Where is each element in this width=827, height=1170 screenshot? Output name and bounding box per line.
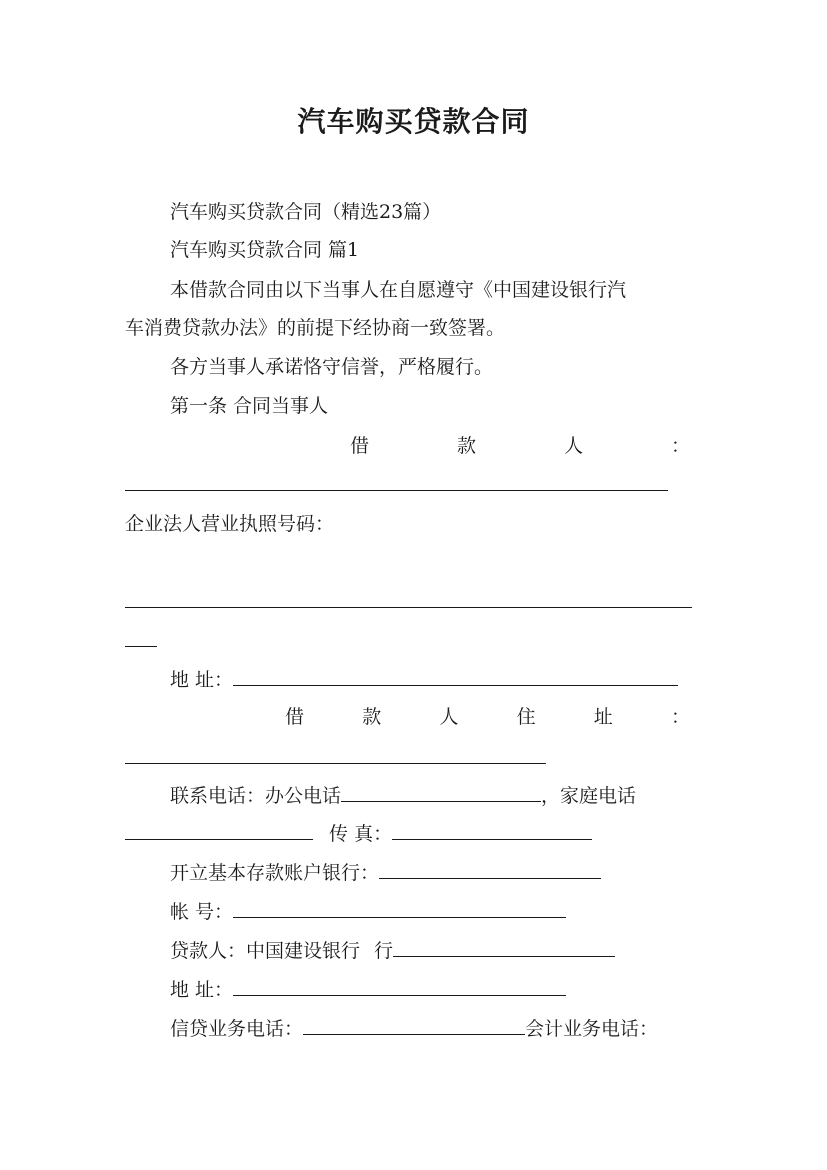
residence-char: 人 [439,706,459,728]
bank-row [170,860,601,885]
section-heading: 汽车购买贷款合同 篇1 [170,239,360,261]
credit-phone-fill-line [303,1016,525,1035]
phone-row [170,783,636,808]
residence-char: 借 [285,706,305,728]
address-row [170,667,678,692]
lender-label: 贷款人：中国建设银行 [170,940,361,962]
fax-fill-line [392,821,592,840]
branch-fill-line [393,938,615,957]
borrower-char: 人 [563,435,583,457]
lender-row [170,938,615,963]
account-label: 帐 号： [170,901,234,923]
credit-phone-label: 信贷业务电话： [170,1018,304,1040]
address-label: 地 址： [170,669,234,691]
paragraph-1-line-1: 本借款合同由以下当事人在自愿遵守《中国建设银行汽 [170,279,627,301]
borrower-label [350,434,690,458]
home-phone-label: ，家庭电话 [541,785,637,807]
fax-label: 传 真： [329,823,393,845]
borrower-char: 款 [456,435,476,457]
office-phone-label: 联系电话：办公电话 [170,785,342,807]
document-title: 汽车购买贷款合同 [297,105,530,138]
license-label: 企业法人营业执照号码： [125,513,335,535]
borrower-fill-line [125,490,668,491]
credit-phone-row [170,1016,658,1041]
lender-address-label: 地 址： [170,979,234,1001]
borrower-char: ： [670,435,690,457]
residence-char: ： [670,706,690,728]
bank-fill-line [379,860,601,879]
accounting-phone-label: 会计业务电话： [525,1018,659,1040]
residence-label [285,705,690,729]
borrower-char: 借 [350,435,370,457]
address-fill-line [233,667,678,686]
account-row [170,899,566,924]
bank-label: 开立基本存款账户银行： [170,862,380,884]
office-phone-fill-line [341,783,541,802]
article-1-heading: 第一条 合同当事人 [170,395,329,417]
paragraph-2: 各方当事人承诺恪守信誉，严格履行。 [170,356,494,378]
paragraph-1-line-2: 车消费贷款办法》的前提下经协商一致签署。 [125,317,506,339]
home-phone-fill-line [125,821,313,840]
subtitle: 汽车购买贷款合同（精选23篇） [170,201,442,223]
residence-char: 址 [593,706,613,728]
residence-char: 款 [362,706,382,728]
fax-row [125,821,592,846]
account-fill-line [233,899,566,918]
lender-address-fill-line [233,977,566,996]
lender-address-row [170,977,566,1002]
license-fill-line [125,607,692,608]
license-fill-line-end [125,646,157,647]
branch-label: 行 [374,940,394,962]
residence-fill-line [125,763,546,764]
residence-char: 住 [516,706,536,728]
